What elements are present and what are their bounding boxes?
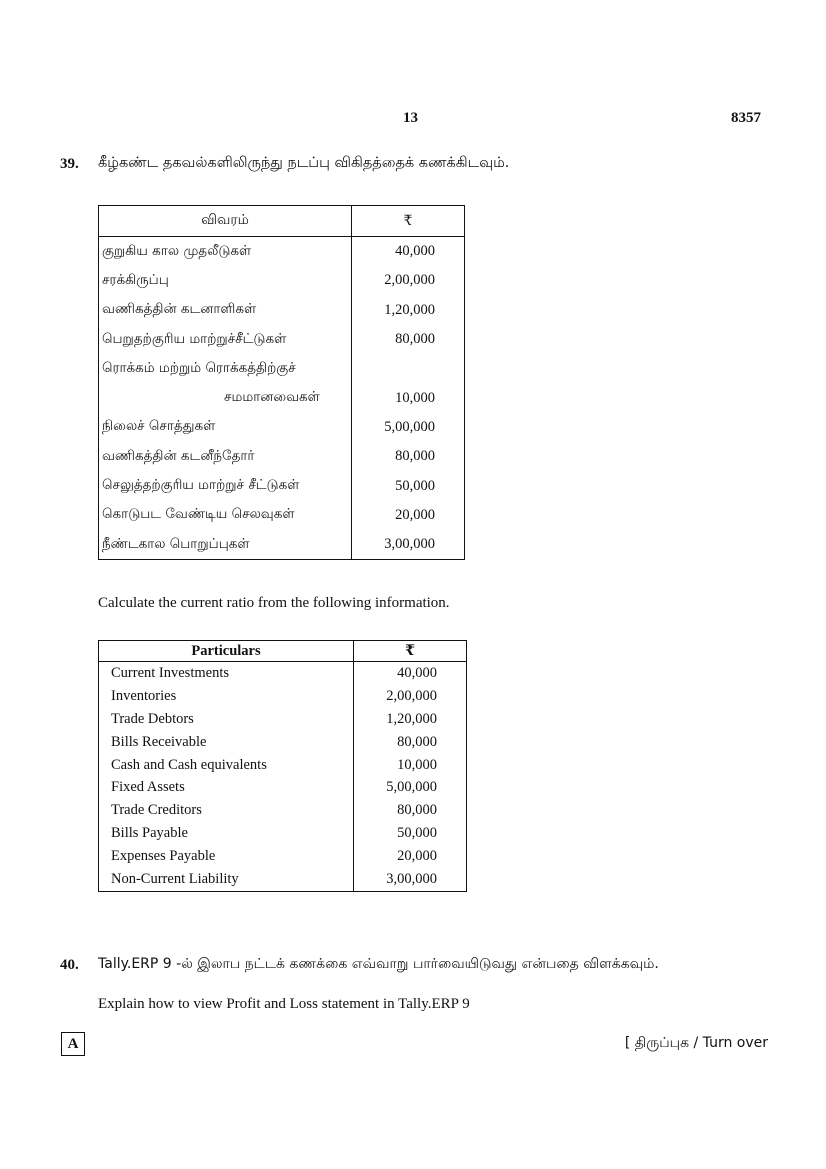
booklet-code-box: A	[61, 1032, 85, 1056]
table-row	[99, 868, 467, 891]
row-value: 3,00,000	[386, 870, 437, 887]
table-row	[99, 662, 467, 685]
row-value: 1,20,000	[386, 710, 437, 727]
row-value: 2,00,000	[384, 272, 435, 289]
tamil-table-header-particulars: விவரம்	[99, 206, 352, 237]
row-label: Current Investments	[99, 662, 354, 685]
table-row	[99, 383, 465, 412]
row-value: 3,00,000	[384, 536, 435, 553]
table-row	[99, 354, 465, 383]
row-value	[352, 354, 465, 383]
row-value: 40,000	[397, 664, 437, 681]
row-label: நிலைச் சொத்துகள்	[99, 413, 352, 442]
table-row	[99, 501, 465, 530]
row-value: 5,00,000	[384, 418, 435, 435]
tamil-table-header-rupee: ₹	[352, 206, 465, 237]
question-39-number: 39.	[60, 156, 79, 172]
turn-over-note	[625, 1035, 768, 1053]
row-label: Fixed Assets	[99, 776, 354, 799]
row-label: வணிகத்தின் கடனீந்தோர்	[99, 442, 352, 471]
table-row	[99, 685, 467, 708]
row-value: 10,000	[397, 756, 437, 773]
table-row	[99, 822, 467, 845]
table-row	[99, 776, 467, 799]
row-value: 2,00,000	[386, 687, 437, 704]
english-table-header-particulars: Particulars	[99, 641, 354, 662]
row-label: சமமானவைகள்	[99, 383, 352, 412]
page-number: 13	[403, 110, 418, 126]
row-label: Bills Receivable	[99, 731, 354, 754]
row-label: Trade Debtors	[99, 708, 354, 731]
row-label: சரக்கிருப்பு	[99, 266, 352, 295]
english-data-table	[98, 640, 467, 892]
row-label: கொடுபட வேண்டிய செலவுகள்	[99, 501, 352, 530]
table-row	[99, 296, 465, 325]
row-value: 40,000	[395, 243, 435, 260]
table-row	[99, 325, 465, 354]
turn-over-text: [ திருப்புக / Turn over	[624, 1035, 768, 1051]
table-row	[99, 799, 467, 822]
table-row	[99, 413, 465, 442]
question-40-text-english: Explain how to view Profit and Loss statement in Tally.ERP 9	[98, 996, 470, 1012]
row-label: Inventories	[99, 685, 354, 708]
row-label: நீண்டகால பொறுப்புகள்	[99, 530, 352, 560]
row-label: ரொக்கம் மற்றும் ரொக்கத்திற்குச்	[99, 354, 352, 383]
row-label: Cash and Cash equivalents	[99, 754, 354, 777]
row-value: 80,000	[397, 802, 437, 819]
table-row	[99, 266, 465, 295]
table-row	[99, 845, 467, 868]
row-label: Non-Current Liability	[99, 868, 354, 891]
row-value: 10,000	[395, 389, 435, 406]
table-row	[99, 442, 465, 471]
paper-code: 8357	[731, 110, 761, 126]
table-row	[99, 754, 467, 777]
row-label: குறுகிய கால முதலீடுகள்	[99, 237, 352, 267]
table-row	[99, 471, 465, 500]
row-value: 50,000	[395, 477, 435, 494]
row-label: பெறுதற்குரிய மாற்றுச்சீட்டுகள்	[99, 325, 352, 354]
row-label: Bills Payable	[99, 822, 354, 845]
table-row	[99, 530, 465, 560]
row-label: வணிகத்தின் கடனாளிகள்	[99, 296, 352, 325]
table-row	[99, 731, 467, 754]
row-value: 80,000	[395, 448, 435, 465]
row-value: 5,00,000	[386, 779, 437, 796]
row-label: செலுத்தற்குரிய மாற்றுச் சீட்டுகள்	[99, 471, 352, 500]
row-value: 80,000	[397, 733, 437, 750]
row-value: 50,000	[397, 825, 437, 842]
row-label: Trade Creditors	[99, 799, 354, 822]
row-value: 1,20,000	[384, 301, 435, 318]
question-40-tamil-line: Tally.ERP 9 -ல் இலாப நட்டக் கணக்கை எவ்வாறு பார்வையிடுவது என்பதை விளக்கவும்.	[98, 956, 659, 972]
table-row	[99, 708, 467, 731]
tamil-data-table	[98, 205, 465, 560]
question-40-number: 40.	[60, 957, 79, 973]
table-row	[99, 237, 465, 267]
question-39-text-tamil: கீழ்கண்ட தகவல்களிலிருந்து நடப்பு விகிதத்தைக் கணக்கிடவும்.	[98, 155, 510, 171]
question-39-text-english: Calculate the current ratio from the following information.	[98, 595, 450, 611]
row-value: 20,000	[395, 506, 435, 523]
row-label: Expenses Payable	[99, 845, 354, 868]
row-value: 80,000	[395, 331, 435, 348]
row-value: 20,000	[397, 848, 437, 865]
question-40-text-tamil	[98, 956, 659, 974]
english-table-header-rupee: ₹	[354, 641, 467, 662]
